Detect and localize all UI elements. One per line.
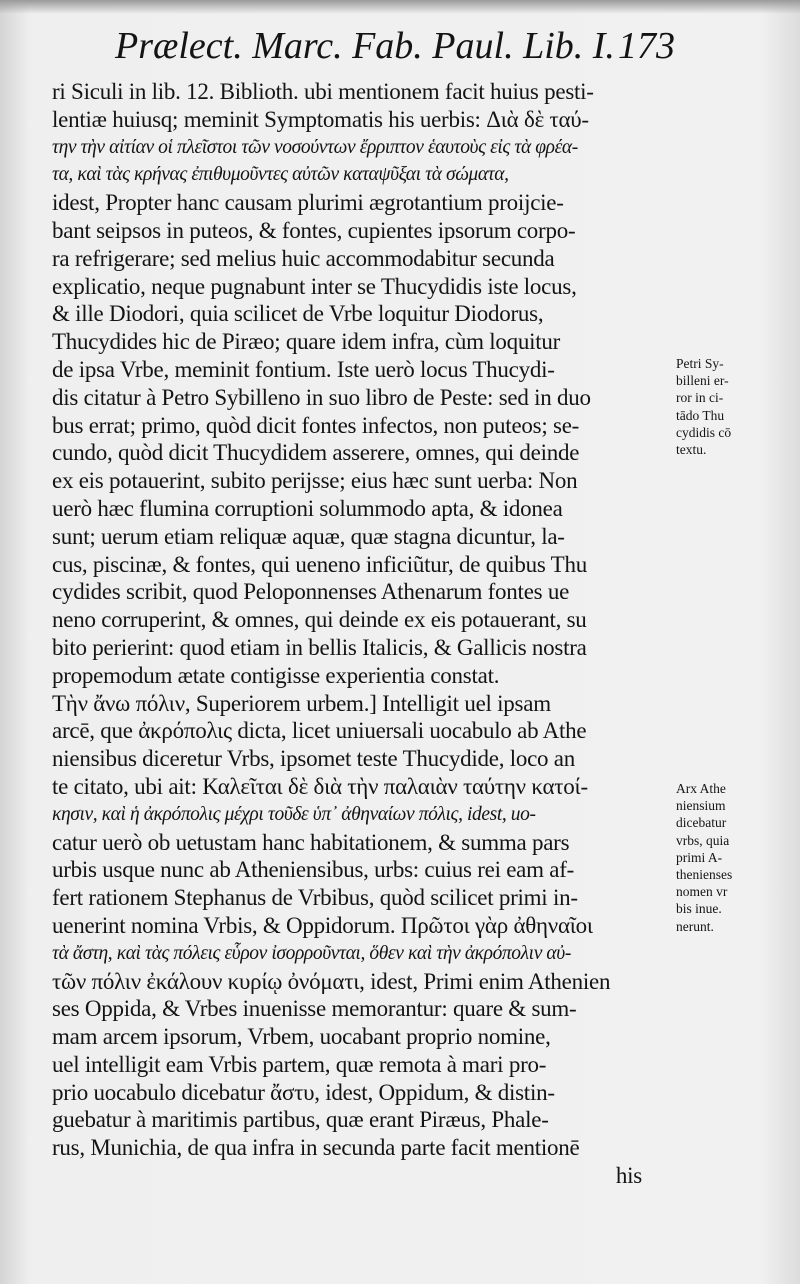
text-line: lentiæ huiusq; meminit Symptomatis his uerbis: Διὰ δὲ ταύ-	[52, 106, 589, 132]
text-line: explicatio, neque pugnabunt inter se Thucydidis iste locus,	[52, 273, 577, 299]
catchword: his	[615, 1163, 642, 1189]
margin-note-arx-athenarum	[676, 780, 766, 935]
text-line: τῶν πόλιν ἐκάλουν κυρίῳ ὀνόματι, idest, Primi enim Athenien	[52, 968, 611, 994]
text-line: ra refrigerare; sed melius huic accommodabitur secunda	[52, 245, 555, 271]
text-line: ri Siculi in lib. 12. Biblioth. ubi mentionem facit huius pesti-	[52, 79, 594, 104]
margin-note-line: bis inue.	[676, 901, 722, 917]
text-line: Thucydides hic de Piræo; quare idem infra, cùm loquitur	[52, 329, 561, 355]
text-line: niensibus diceretur Vrbs, ipsomet teste Thucydide, loco an	[52, 746, 576, 772]
greek-text-line: την τὴν αἰτίαν οἱ πλεῖστοι τῶν νοσούντων ἔρριπτον ἑαυτοὺς εἰς τὰ φρέα-	[52, 136, 578, 158]
margin-note-line: primi A-	[676, 849, 723, 865]
text-line: arcē, que ἀκρόπολις dicta, licet uniuersali uocabulo ab Athe	[52, 718, 587, 744]
text-line: cundo, quòd dicit Thucydidem asserere, omnes, qui deinde	[52, 440, 580, 466]
margin-note-line: ror in ci-	[676, 390, 724, 406]
text-line: cydides scribit, quod Peloponnenses Athenarum fontes ue	[52, 579, 570, 605]
text-line: idest, Propter hanc causam plurimi ægrotantium proijcie-	[52, 190, 564, 216]
text-line: uel intelligit eam Vrbis partem, quæ remota à mari pro-	[52, 1051, 547, 1077]
text-line: uenerint nomina Vrbis, & Oppidorum. Πρῶτοι γὰρ ἀθηναῖοι	[52, 912, 593, 938]
margin-note-line: vrbs, quia	[676, 832, 730, 848]
margin-note-line: niensium	[676, 798, 726, 814]
margin-note-line: thenienses	[676, 867, 733, 883]
running-title: Prælect. Marc. Fab. Paul. Lib. I.	[115, 25, 615, 67]
text-line: & ille Diodori, quia scilicet de Vrbe loquitur Diodorus,	[52, 301, 544, 327]
greek-text-line: τὰ ἄστη, καὶ τὰς πόλεις εὗρον ἰσορροῦνται, ὅθεν καὶ τὴν ἀκρόπολιν αὐ-	[52, 942, 571, 964]
text-line: bito perierint: quod etiam in bellis Italicis, & Gallicis nostra	[52, 634, 587, 660]
text-line: urbis usque nunc ab Atheniensibus, urbs: cuius rei eam af-	[52, 857, 575, 883]
text-line: ses Oppida, & Vrbes inuenisse memorantur: quare & sum-	[52, 996, 577, 1022]
text-line: guebatur à maritimis partibus, quæ erant Piræus, Phale-	[52, 1107, 549, 1133]
text-line: de ipsa Vrbe, meminit fontium. Iste uerò locus Thucydi-	[52, 356, 555, 382]
text-line: bant seipsos in puteos, & fontes, cupientes ipsorum corpo-	[52, 217, 576, 243]
margin-note-line: cydidis cō	[676, 424, 732, 440]
margin-note-line: Petri Sy-	[676, 356, 724, 371]
page-number: 173	[618, 25, 675, 67]
text-line: fert rationem Stephanus de Vrbibus, quòd scilicet primi in-	[52, 885, 578, 911]
running-header	[115, 20, 675, 72]
margin-note-line: billeni er-	[676, 373, 729, 389]
margin-note-line: textu.	[676, 442, 707, 458]
margin-note-line: tādo Thu	[676, 407, 725, 423]
text-line: bus errat; primo, quòd dicit fontes infectos, non puteos; se-	[52, 412, 580, 438]
margin-note-line: Arx Athe	[676, 781, 726, 796]
margin-note-line: dicebatur	[676, 815, 727, 831]
lemma-text-line: Τὴν ἄνω πόλιν, Superiorem urbem.] Intelligit uel ipsam	[52, 690, 551, 716]
text-line: ex eis potauerint, subito perijsse; eius hæc sunt uerba: Non	[52, 468, 578, 494]
margin-note-sybilleni-error	[676, 355, 766, 458]
text-line: uerò hæc flumina corruptioni solummodo apta, & idonea	[52, 495, 563, 521]
main-text-block	[52, 78, 664, 1190]
page-top-edge-shadow	[0, 0, 800, 14]
text-line: catur uerò ob uetustam hanc habitationem, & summa pars	[52, 829, 570, 855]
margin-note-line: nomen vr	[676, 884, 728, 900]
text-line: prio uocabulo dicebatur ἄστυ, idest, Oppidum, & distin-	[52, 1079, 555, 1105]
text-line: propemodum ætate contigisse experientia constat.	[52, 662, 500, 688]
margin-note-line: nerunt.	[676, 918, 714, 934]
text-line: te citato, ubi ait: Καλεῖται δὲ διὰ τὴν παλαιὰν ταύτην κατοί-	[52, 773, 588, 799]
text-line: rus, Munichia, de qua infra in secunda parte facit mentionē	[52, 1135, 580, 1161]
greek-text-line: κησιν, καὶ ἡ ἀκρόπολις μέχρι τοῦδε ὑπ᾽ ἀθηναίων πόλις, idest, uo-	[52, 803, 536, 825]
greek-text-line: τα, καὶ τὰς κρήνας ἐπιθυμοῦντες αὐτῶν καταψῦξαι τὰ σώματα,	[52, 164, 509, 186]
text-line: mam arcem ipsorum, Vrbem, uocabant proprio nomine,	[52, 1024, 551, 1050]
text-line: cus, piscinæ, & fontes, qui ueneno inficiũtur, de quibus Thu	[52, 551, 587, 577]
text-line: sunt; uerum etiam reliquæ aquæ, quæ stagna dicuntur, la-	[52, 523, 565, 549]
text-line: dis citatur à Petro Sybilleno in suo libro de Peste: sed in duo	[52, 384, 591, 410]
text-line: neno corruperint, & omnes, qui deinde ex eis potauerant, su	[52, 607, 587, 633]
